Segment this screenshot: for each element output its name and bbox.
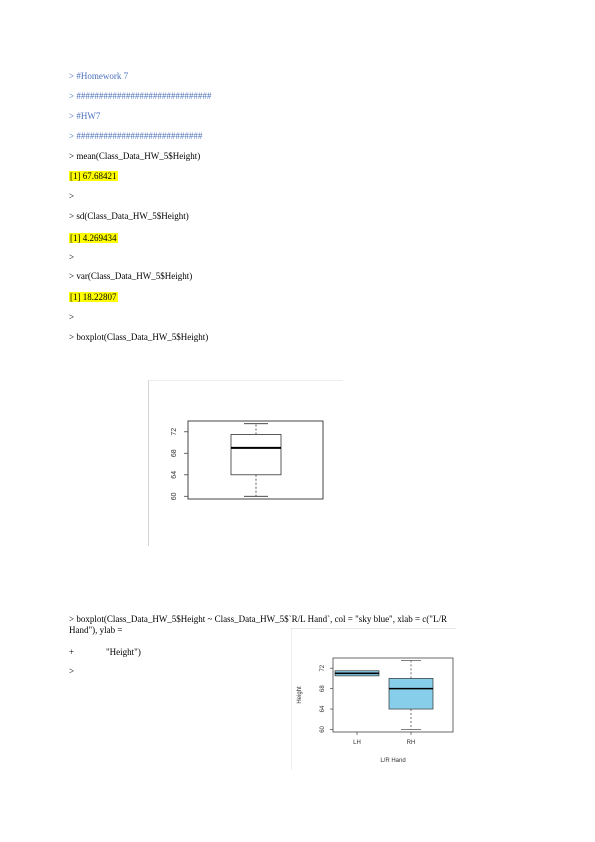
comment-line: > #HW7 [69,111,101,121]
comment-line: > ############################ [69,131,203,141]
command-line-cont: Hand"), ylab = [69,625,123,635]
continuation-text: "Height") [106,647,141,657]
command-line: > var(Class_Data_HW_5$Height) [69,271,193,281]
iqr-box [231,434,281,474]
y-tick-label: 68 [171,449,178,458]
boxplot-image-2 [291,628,456,770]
y-axis-label: Height [297,686,303,704]
y-tick-label: 60 [171,492,178,501]
continuation-prompt: + [69,647,75,657]
output-sd: [1] 4.269434 [70,233,117,243]
command-line: > sd(Class_Data_HW_5$Height) [69,211,189,221]
iqr-box [389,678,433,709]
command-line: > boxplot(Class_Data_HW_5$Height) [69,332,209,342]
prompt-line: > [69,666,75,676]
x-tick-label: LH [353,740,361,746]
y-tick-label: 72 [320,664,326,672]
y-tick-label: 72 [171,427,178,436]
x-axis-label: L/R Hand [380,758,406,764]
y-tick-label: 60 [320,726,326,733]
comment-line: > #Homework 7 [69,71,129,81]
prompt-line: > [69,252,75,262]
output-var: [1] 18.22807 [70,292,117,302]
output-mean: [1] 67.68421 [70,171,117,181]
prompt-line: > [69,312,75,322]
x-tick-label: RH [406,740,416,746]
command-line: > mean(Class_Data_HW_5$Height) [69,151,201,161]
boxplot-height [148,380,343,546]
y-tick-label: 68 [320,685,326,692]
y-tick-label: 64 [171,470,178,479]
boxplot-height-by-hand [291,628,456,770]
boxplot-image-1 [148,380,343,546]
command-line: > boxplot(Class_Data_HW_5$Height ~ Class_Data_HW_5$`R/L Hand`, col = "sky blue", xlab = c("L/R [69,614,447,624]
y-tick-label: 64 [320,705,326,713]
comment-line: > ############################## [69,91,212,101]
prompt-line: > [69,191,75,201]
